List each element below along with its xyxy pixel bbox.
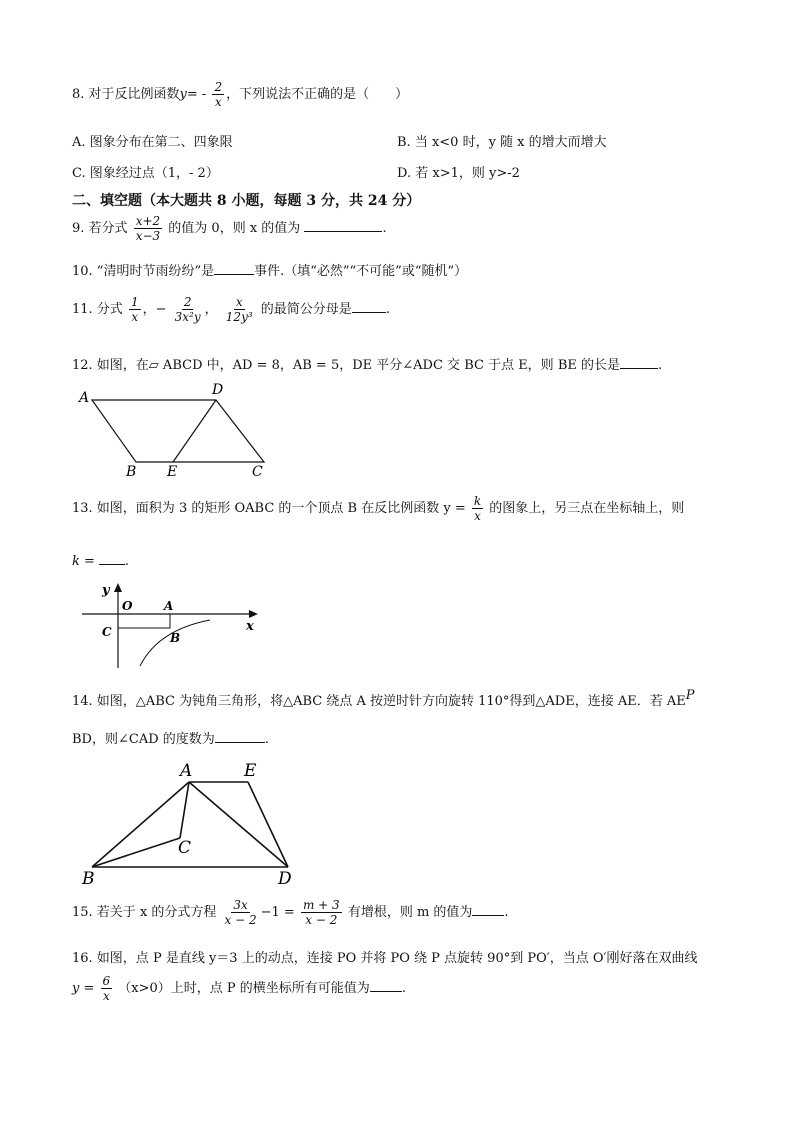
q13-answer-blank[interactable] <box>99 552 125 565</box>
q15-mid: −1 = <box>260 905 295 920</box>
q15-f1-num: 3x <box>233 898 248 912</box>
q12-answer-blank[interactable] <box>620 356 658 369</box>
parallel-symbol: P <box>685 688 695 703</box>
q8-frac-den: x <box>214 95 222 109</box>
q11-fraction-1 <box>129 295 141 324</box>
q9-answer-blank[interactable] <box>304 219 382 232</box>
q14-line2 <box>72 728 269 747</box>
q13-line2 <box>72 552 129 569</box>
parallelogram-figure <box>70 378 280 482</box>
label-c: C <box>252 464 263 480</box>
q8-fraction <box>212 80 224 109</box>
question-10 <box>72 260 467 279</box>
q10-text: 10. “清明时节雨纷纷”是 <box>72 264 215 279</box>
q15-f2-den: x − 2 <box>305 913 338 927</box>
q8-option-a: A. 图象分布在第二、四象限 <box>72 135 233 150</box>
q10-answer-blank[interactable] <box>214 262 254 275</box>
q14-answer-blank[interactable] <box>215 730 265 743</box>
q11-end: . <box>385 302 390 317</box>
q13-end: . <box>124 554 130 569</box>
y-axis-arrow-icon <box>114 583 122 592</box>
q13-pre: 13. 如图，面积为 3 的矩形 OABC 的一个顶点 B 在反比例函数 y = <box>72 501 466 516</box>
question-12 <box>72 354 662 373</box>
q13-frac-num: k <box>473 494 482 508</box>
q16-post: （x>0）上时，点 P 的横坐标所有可能值为 <box>118 981 370 996</box>
q16-function: y = <box>72 981 95 996</box>
question-15 <box>72 898 509 927</box>
q11-f3-num: x <box>235 295 243 309</box>
q13-frac-den: x <box>474 509 481 523</box>
parallelogram-abcd <box>92 400 264 462</box>
label-b: B <box>82 869 95 889</box>
q11-post: 的最简公分母是 <box>260 302 352 317</box>
q14-line2-text: BD，则∠CAD 的度数为 <box>72 732 215 747</box>
q15-end: . <box>504 905 509 920</box>
question-9 <box>72 214 387 243</box>
label-c: C <box>178 838 192 858</box>
q15-f1-den: x − 2 <box>224 913 257 927</box>
q12-text: 12. 如图，在▱ ABCD 中，AD = 8，AB = 5，DE 平分∠ADC 交 BC 于点 E，则 BE 的长是 <box>72 358 620 373</box>
label-b: B <box>170 631 181 645</box>
segment-ab <box>92 782 192 867</box>
q8-tail: ，下列说法不正确的是（ ） <box>226 87 409 102</box>
q9-end: . <box>382 221 387 236</box>
label-a: A <box>180 761 193 781</box>
q15-pre: 15. 若关于 x 的分式方程 <box>72 905 217 920</box>
q11-fraction-3 <box>224 295 255 324</box>
q11-sep2: ， <box>204 302 218 317</box>
q9-pre: 9. 若分式 <box>72 221 128 236</box>
question-14 <box>72 690 695 709</box>
q13-post: 的图象上，另三点在坐标轴上，则 <box>489 501 685 516</box>
q11-f1-num: 1 <box>130 295 139 309</box>
q12-end: . <box>658 358 663 373</box>
label-y: y <box>102 583 110 598</box>
q16-line1: 16. 如图，点 P 是直线 y＝3 上的动点，连接 PO 并将 PO 绕 P 点旋转 90°到 PO′，当点 O′刚好落在双曲线 <box>72 951 698 966</box>
q10-post: 事件.（填“必然”“不可能”或“随机”） <box>254 264 468 279</box>
label-e: E <box>167 464 178 480</box>
label-e: E <box>244 761 257 781</box>
segment-de <box>173 400 216 462</box>
q14-end: . <box>264 732 269 747</box>
label-x: x <box>246 619 254 634</box>
q15-f2-num: m + 3 <box>302 898 340 912</box>
segment-bc <box>92 838 180 867</box>
question-13 <box>72 494 684 523</box>
q16-frac-den: x <box>102 989 110 1003</box>
x-axis-arrow-icon <box>249 610 258 618</box>
q11-f2-num: 2 <box>183 295 192 309</box>
label-b: B <box>126 464 137 480</box>
q11-answer-blank[interactable] <box>352 300 386 313</box>
q8-text: 8. 对于反比例函数 <box>72 87 180 102</box>
q16-line2 <box>72 974 406 1003</box>
q15-fraction-2 <box>301 898 342 927</box>
q16-frac-num: 6 <box>102 974 111 988</box>
q8-option-c: C. 图象经过点（1，- 2） <box>72 166 219 181</box>
q16-end: . <box>401 981 406 996</box>
question-16 <box>72 947 697 966</box>
question-11 <box>72 295 390 324</box>
section-heading: 二、填空题（本大题共 8 小题，每题 3 分，共 24 分） <box>72 193 421 209</box>
label-c: C <box>102 625 112 639</box>
q16-fraction <box>101 974 113 1003</box>
rotation-figure <box>76 760 306 890</box>
q15-answer-blank[interactable] <box>472 903 504 916</box>
q11-sep1: ，− <box>142 302 167 317</box>
q11-f3-den: 12y³ <box>225 310 253 324</box>
label-a: A <box>164 599 174 613</box>
rectangle-oabc <box>118 614 170 628</box>
label-d: D <box>212 382 224 398</box>
q11-fraction-2 <box>173 295 203 324</box>
label-o: O <box>122 599 133 613</box>
q8-option-d: D. 若 x>1，则 y>-2 <box>397 166 520 181</box>
q9-frac-num: x+2 <box>135 214 161 228</box>
q14-line1: 14. 如图，△ABC 为钝角三角形，将△ABC 绕点 A 按逆时针方向旋转 110°得到△ADE，连接 AE．若 AE <box>72 694 686 709</box>
q15-fraction-1 <box>223 898 259 927</box>
q9-fraction <box>134 214 162 243</box>
q11-f2-den: 3x²y <box>174 310 201 324</box>
q11-pre: 11. 分式 <box>72 302 123 317</box>
segment-ad <box>189 782 288 867</box>
question-8 <box>72 80 408 109</box>
rectangle-figure <box>80 578 270 672</box>
q13-k-label: k = <box>72 554 95 569</box>
q9-frac-den: x−3 <box>135 229 161 243</box>
q8-function: y= - <box>179 87 207 102</box>
q11-f1-den: x <box>131 310 139 324</box>
q8-frac-num: 2 <box>214 80 223 94</box>
q13-fraction <box>472 494 483 523</box>
label-d: D <box>278 869 292 889</box>
q15-post: 有增根，则 m 的值为 <box>347 905 473 920</box>
q16-answer-blank[interactable] <box>370 979 402 992</box>
label-a: A <box>79 390 90 406</box>
q9-post: 的值为 0，则 x 的值为 <box>168 221 301 236</box>
segment-ed <box>248 782 288 867</box>
segment-ac <box>180 782 189 838</box>
q8-option-b: B. 当 x<0 时，y 随 x 的增大而增大 <box>397 135 607 150</box>
